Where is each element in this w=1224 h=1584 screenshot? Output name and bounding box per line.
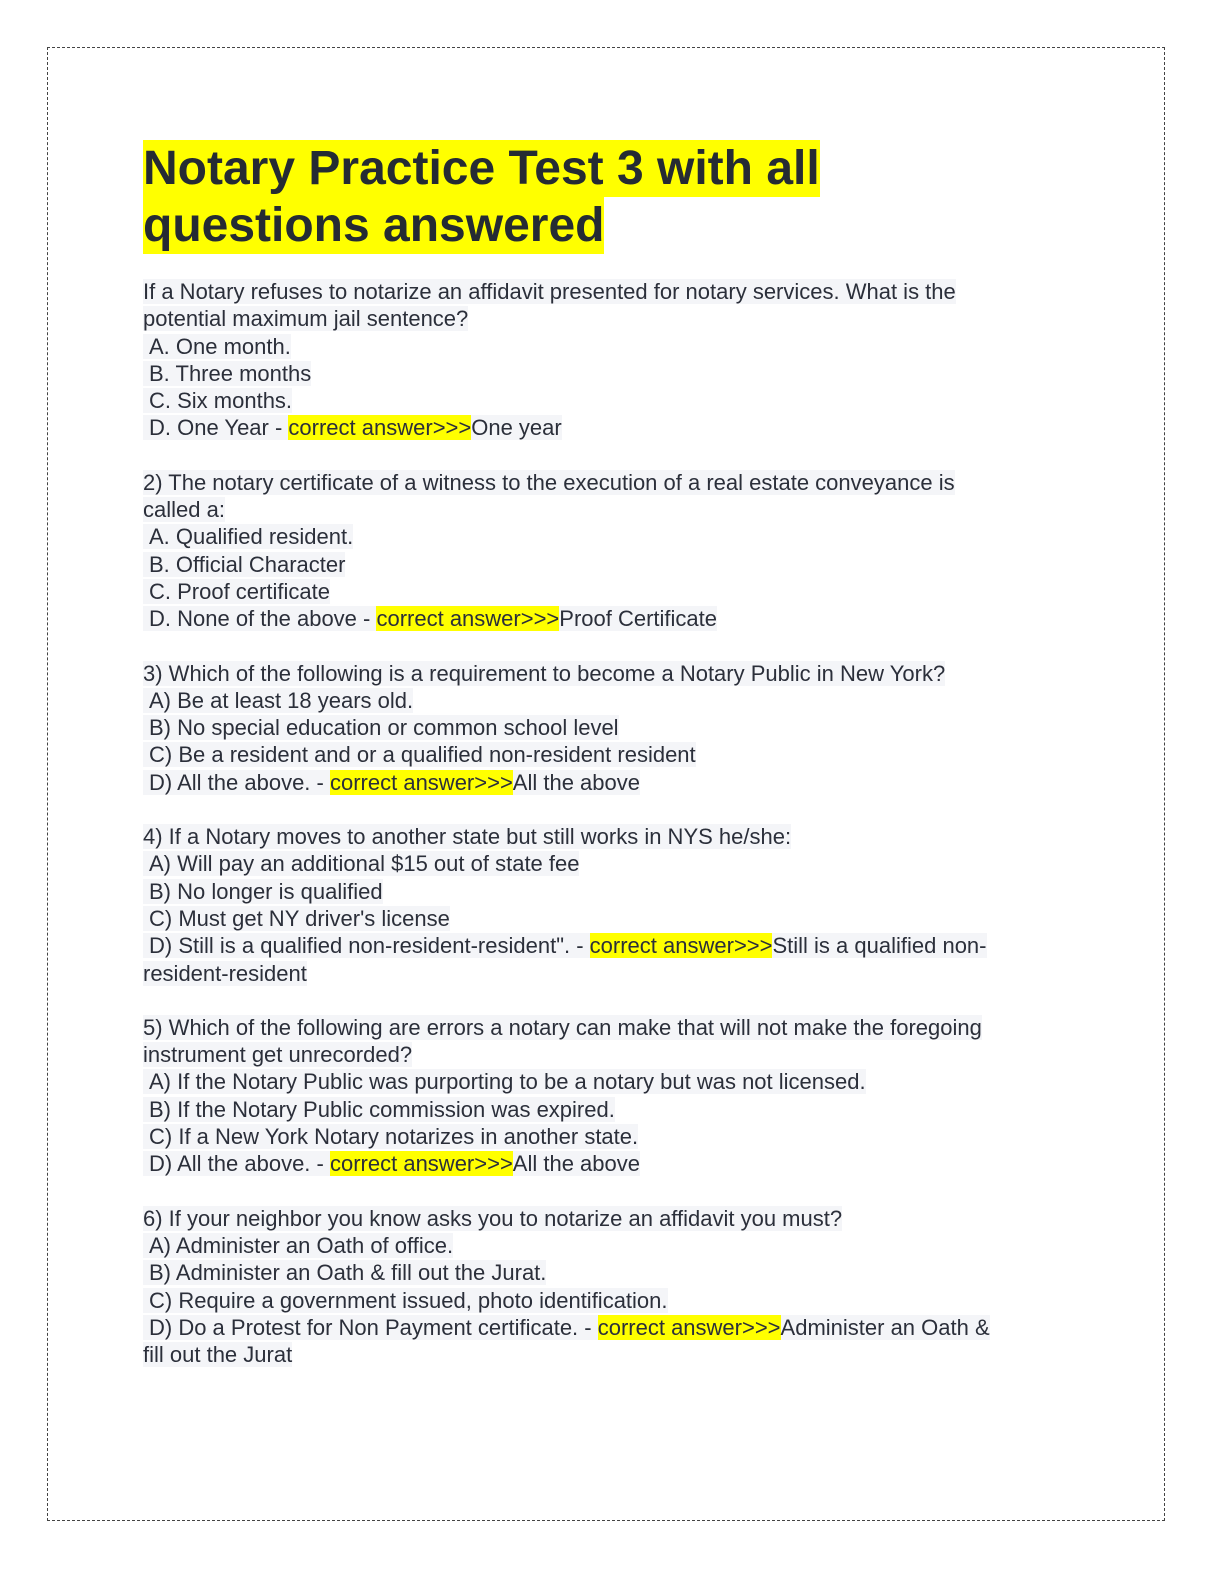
- answer-option-d: D) Do a Protest for Non Payment certificate. - correct answer>>>Administer an Oath &: [143, 1314, 1073, 1341]
- answer-option-b: B) No special education or common school level: [143, 714, 1073, 741]
- answer-option-b: B. Official Character: [143, 551, 1073, 578]
- correct-answer-text: Proof Certificate: [559, 606, 718, 632]
- correct-answer-continuation: resident-resident: [143, 960, 307, 986]
- document-title: [143, 140, 1073, 254]
- answer-option-d: D. One Year - correct answer>>>One year: [143, 414, 1073, 441]
- answer-option-d: D) Still is a qualified non-resident-resident". - correct answer>>>Still is a qualified non-: [143, 932, 1073, 959]
- answer-option-c: C. Six months.: [143, 387, 1073, 414]
- question-stem-line: 5) Which of the following are errors a notary can make that will not make the foregoing: [143, 1014, 982, 1040]
- correct-answer-label: correct answer>>>: [288, 415, 472, 441]
- answer-option-a: A) Administer an Oath of office.: [143, 1232, 1073, 1259]
- answer-option-a: A) If the Notary Public was purporting to be a notary but was not licensed.: [143, 1068, 1073, 1095]
- document-body: [143, 140, 1073, 1395]
- answer-option-d: D. None of the above - correct answer>>>Proof Certificate: [143, 605, 1073, 632]
- correct-answer-label: correct answer>>>: [329, 769, 513, 795]
- correct-answer-text: Administer an Oath &: [780, 1314, 990, 1340]
- document-title-line: questions answered: [143, 199, 605, 252]
- correct-answer-label: correct answer>>>: [589, 933, 773, 959]
- question-stem-line: 2) The notary certificate of a witness to the execution of a real estate conveyance is: [143, 469, 955, 495]
- answer-option-c: C) Require a government issued, photo identification.: [143, 1287, 1073, 1314]
- answer-option-b: B) If the Notary Public commission was expired.: [143, 1096, 1073, 1123]
- answer-option-d: D) All the above. - correct answer>>>All the above: [143, 769, 1073, 796]
- answer-option-c: C. Proof certificate: [143, 578, 1073, 605]
- question-1: [143, 278, 1073, 442]
- correct-answer-text: Still is a qualified non-: [772, 933, 987, 959]
- question-stem-line: called a:: [143, 497, 225, 523]
- answer-option-a: A. One month.: [143, 333, 1073, 360]
- question-stem-line: If a Notary refuses to notarize an affidavit presented for notary services. What is the: [143, 279, 956, 304]
- answer-option-a: A. Qualified resident.: [143, 523, 1073, 550]
- correct-answer-label: correct answer>>>: [329, 1151, 513, 1177]
- question-6: [143, 1205, 1073, 1369]
- correct-answer-text: All the above: [512, 769, 640, 795]
- correct-answer-continuation: fill out the Jurat: [143, 1342, 293, 1368]
- answer-option-c: C) Be a resident and or a qualified non-resident resident: [143, 741, 1073, 768]
- question-stem-line: instrument get unrecorded?: [143, 1042, 413, 1068]
- document-title-line: Notary Practice Test 3 with all: [143, 142, 820, 195]
- question-stem-line: 6) If your neighbor you know asks you to notarize an affidavit you must?: [143, 1205, 843, 1231]
- answer-option-d: D) All the above. - correct answer>>>All the above: [143, 1150, 1073, 1177]
- answer-option-b: B) No longer is qualified: [143, 878, 1073, 905]
- answer-option-a: A) Be at least 18 years old.: [143, 687, 1073, 714]
- question-stem-line: 3) Which of the following is a requirement to become a Notary Public in New York?: [143, 660, 946, 686]
- answer-option-a: A) Will pay an additional $15 out of state fee: [143, 850, 1073, 877]
- correct-answer-text: All the above: [512, 1151, 640, 1177]
- answer-option-b: B) Administer an Oath & fill out the Jurat.: [143, 1259, 1073, 1286]
- question-stem-line: 4) If a Notary moves to another state but still works in NYS he/she:: [143, 824, 792, 850]
- question-4: [143, 823, 1073, 987]
- question-5: [143, 1014, 1073, 1178]
- answer-option-b: B. Three months: [143, 360, 1073, 387]
- question-stem-line: potential maximum jail sentence?: [143, 306, 469, 332]
- correct-answer-text: One year: [471, 415, 562, 441]
- correct-answer-label: correct answer>>>: [597, 1314, 781, 1340]
- question-3: [143, 660, 1073, 796]
- answer-option-c: C) If a New York Notary notarizes in another state.: [143, 1123, 1073, 1150]
- correct-answer-label: correct answer>>>: [376, 606, 560, 632]
- question-2: [143, 469, 1073, 633]
- answer-option-c: C) Must get NY driver's license: [143, 905, 1073, 932]
